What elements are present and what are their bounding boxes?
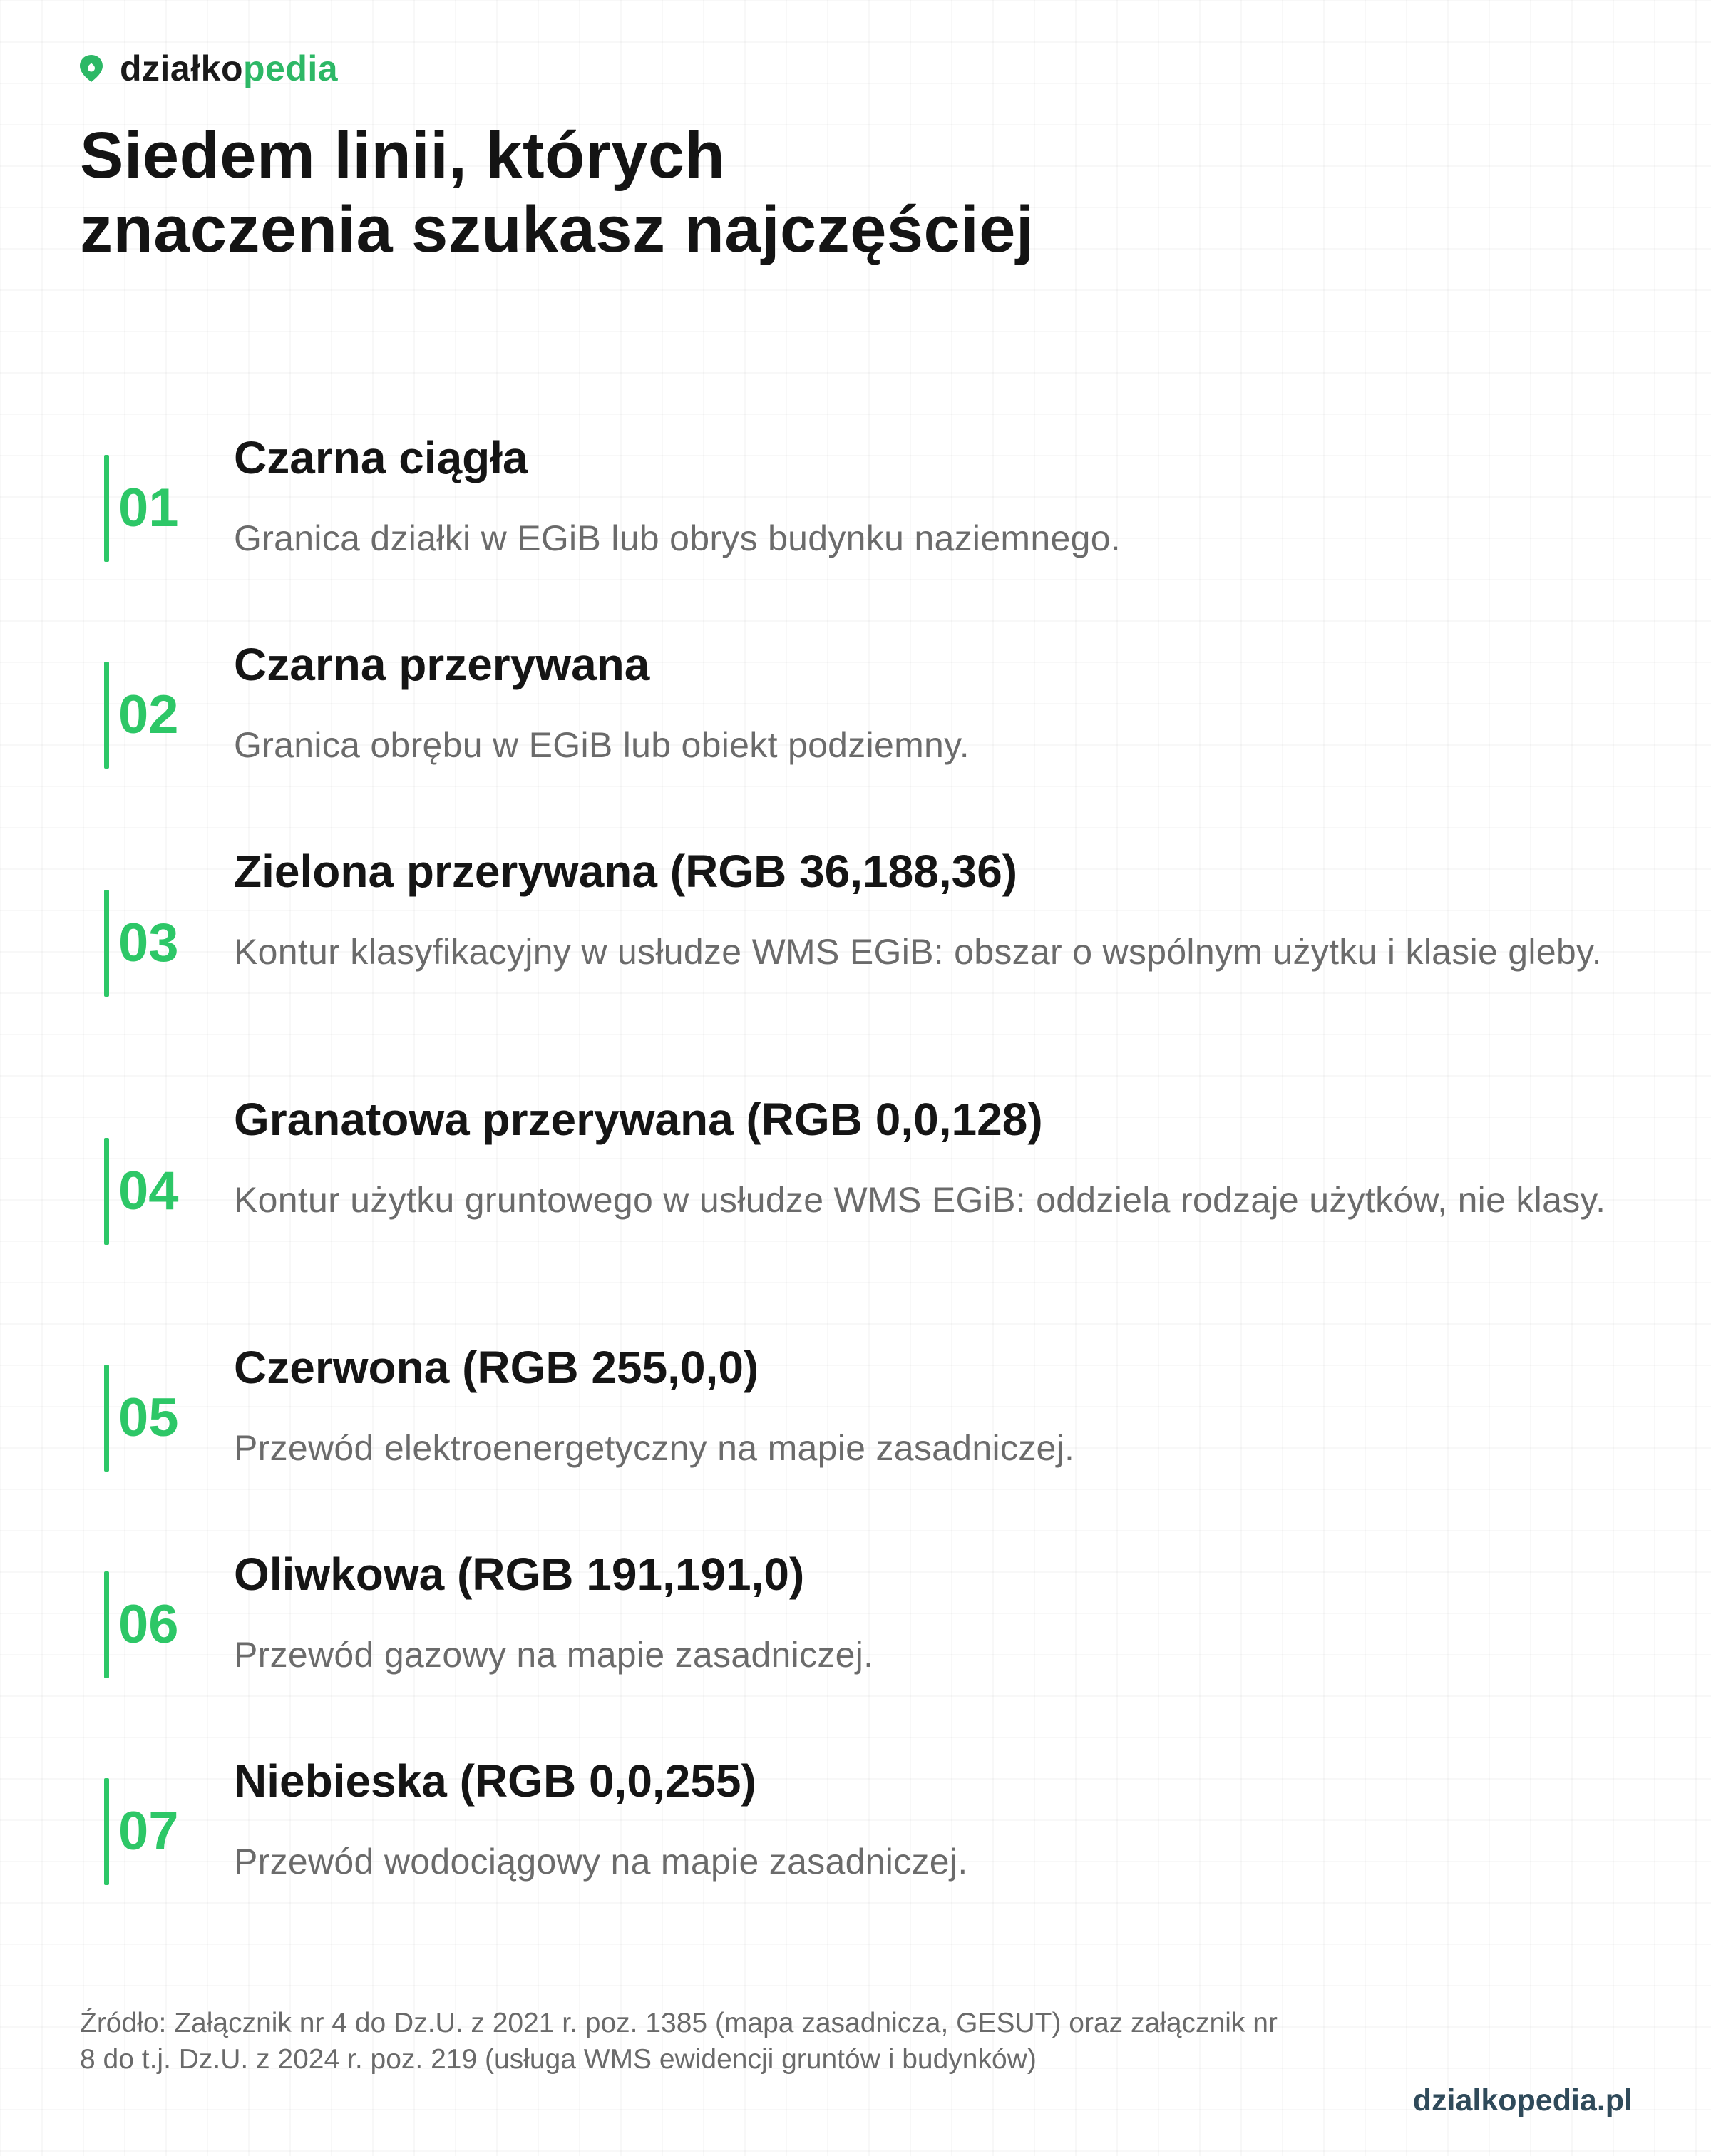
accent-bar (104, 1365, 109, 1472)
accent-bar (104, 662, 109, 769)
source-note: Źródło: Załącznik nr 4 do Dz.U. z 2021 r. poz. 1385 (mapa zasadnicza, GESUT) oraz załącznik nr 8 do t.j. Dz.U. z 2024 r. poz. 219 (usługa WMS ewidencji gruntów i budynków) (80, 2008, 1278, 2075)
accent-bar (104, 1138, 109, 1245)
brand-name-part1: działko (120, 48, 243, 88)
item-description: Kontur klasyfikacyjny w usłudze WMS EGiB: obszar o wspólnym użytku i klasie gleby. (234, 932, 1602, 972)
item-description: Granica obrębu w EGiB lub obiekt podziemny. (234, 725, 970, 765)
page-title (80, 118, 1034, 267)
item-number: 07 (118, 1801, 179, 1862)
item-description: Przewód elektroenergetyczny na mapie zasadniczej. (234, 1428, 1075, 1468)
accent-bar (104, 455, 109, 562)
brand-logo (78, 46, 338, 91)
item-number: 04 (118, 1161, 179, 1221)
item-number: 05 (118, 1387, 179, 1448)
item-title: Czarna ciągła (234, 432, 528, 483)
accent-bar (104, 1778, 109, 1885)
brand-name (120, 46, 338, 91)
item-description: Kontur użytku gruntowego w usłudze WMS EGiB: oddziela rodzaje użytków, nie klasy. (234, 1180, 1606, 1220)
item-number: 06 (118, 1594, 179, 1655)
map-pin-icon (78, 53, 104, 83)
brand-name-part2: pedia (242, 48, 339, 88)
item-number: 03 (118, 913, 179, 973)
accent-bar (104, 1571, 109, 1678)
item-title: Czarna przerywana (234, 639, 650, 690)
item-title: Zielona przerywana (RGB 36,188,36) (234, 846, 1018, 897)
item-number: 02 (118, 684, 179, 745)
item-description: Granica działki w EGiB lub obrys budynku naziemnego. (234, 518, 1121, 558)
item-title: Granatowa przerywana (RGB 0,0,128) (234, 1094, 1043, 1145)
item-number: 01 (118, 478, 179, 538)
item-title: Niebieska (RGB 0,0,255) (234, 1755, 756, 1807)
item-description: Przewód wodociągowy na mapie zasadniczej. (234, 1842, 968, 1882)
accent-bar (104, 890, 109, 997)
site-url: dzialkopedia.pl (1412, 2083, 1633, 2118)
page-title-line2: znaczenia szukasz najczęściej (80, 193, 1034, 266)
page-title-line1: Siedem linii, których (80, 119, 726, 192)
item-title: Oliwkowa (RGB 191,191,0) (234, 1549, 805, 1600)
item-title: Czerwona (RGB 255,0,0) (234, 1342, 759, 1393)
item-description: Przewód gazowy na mapie zasadniczej. (234, 1635, 874, 1675)
